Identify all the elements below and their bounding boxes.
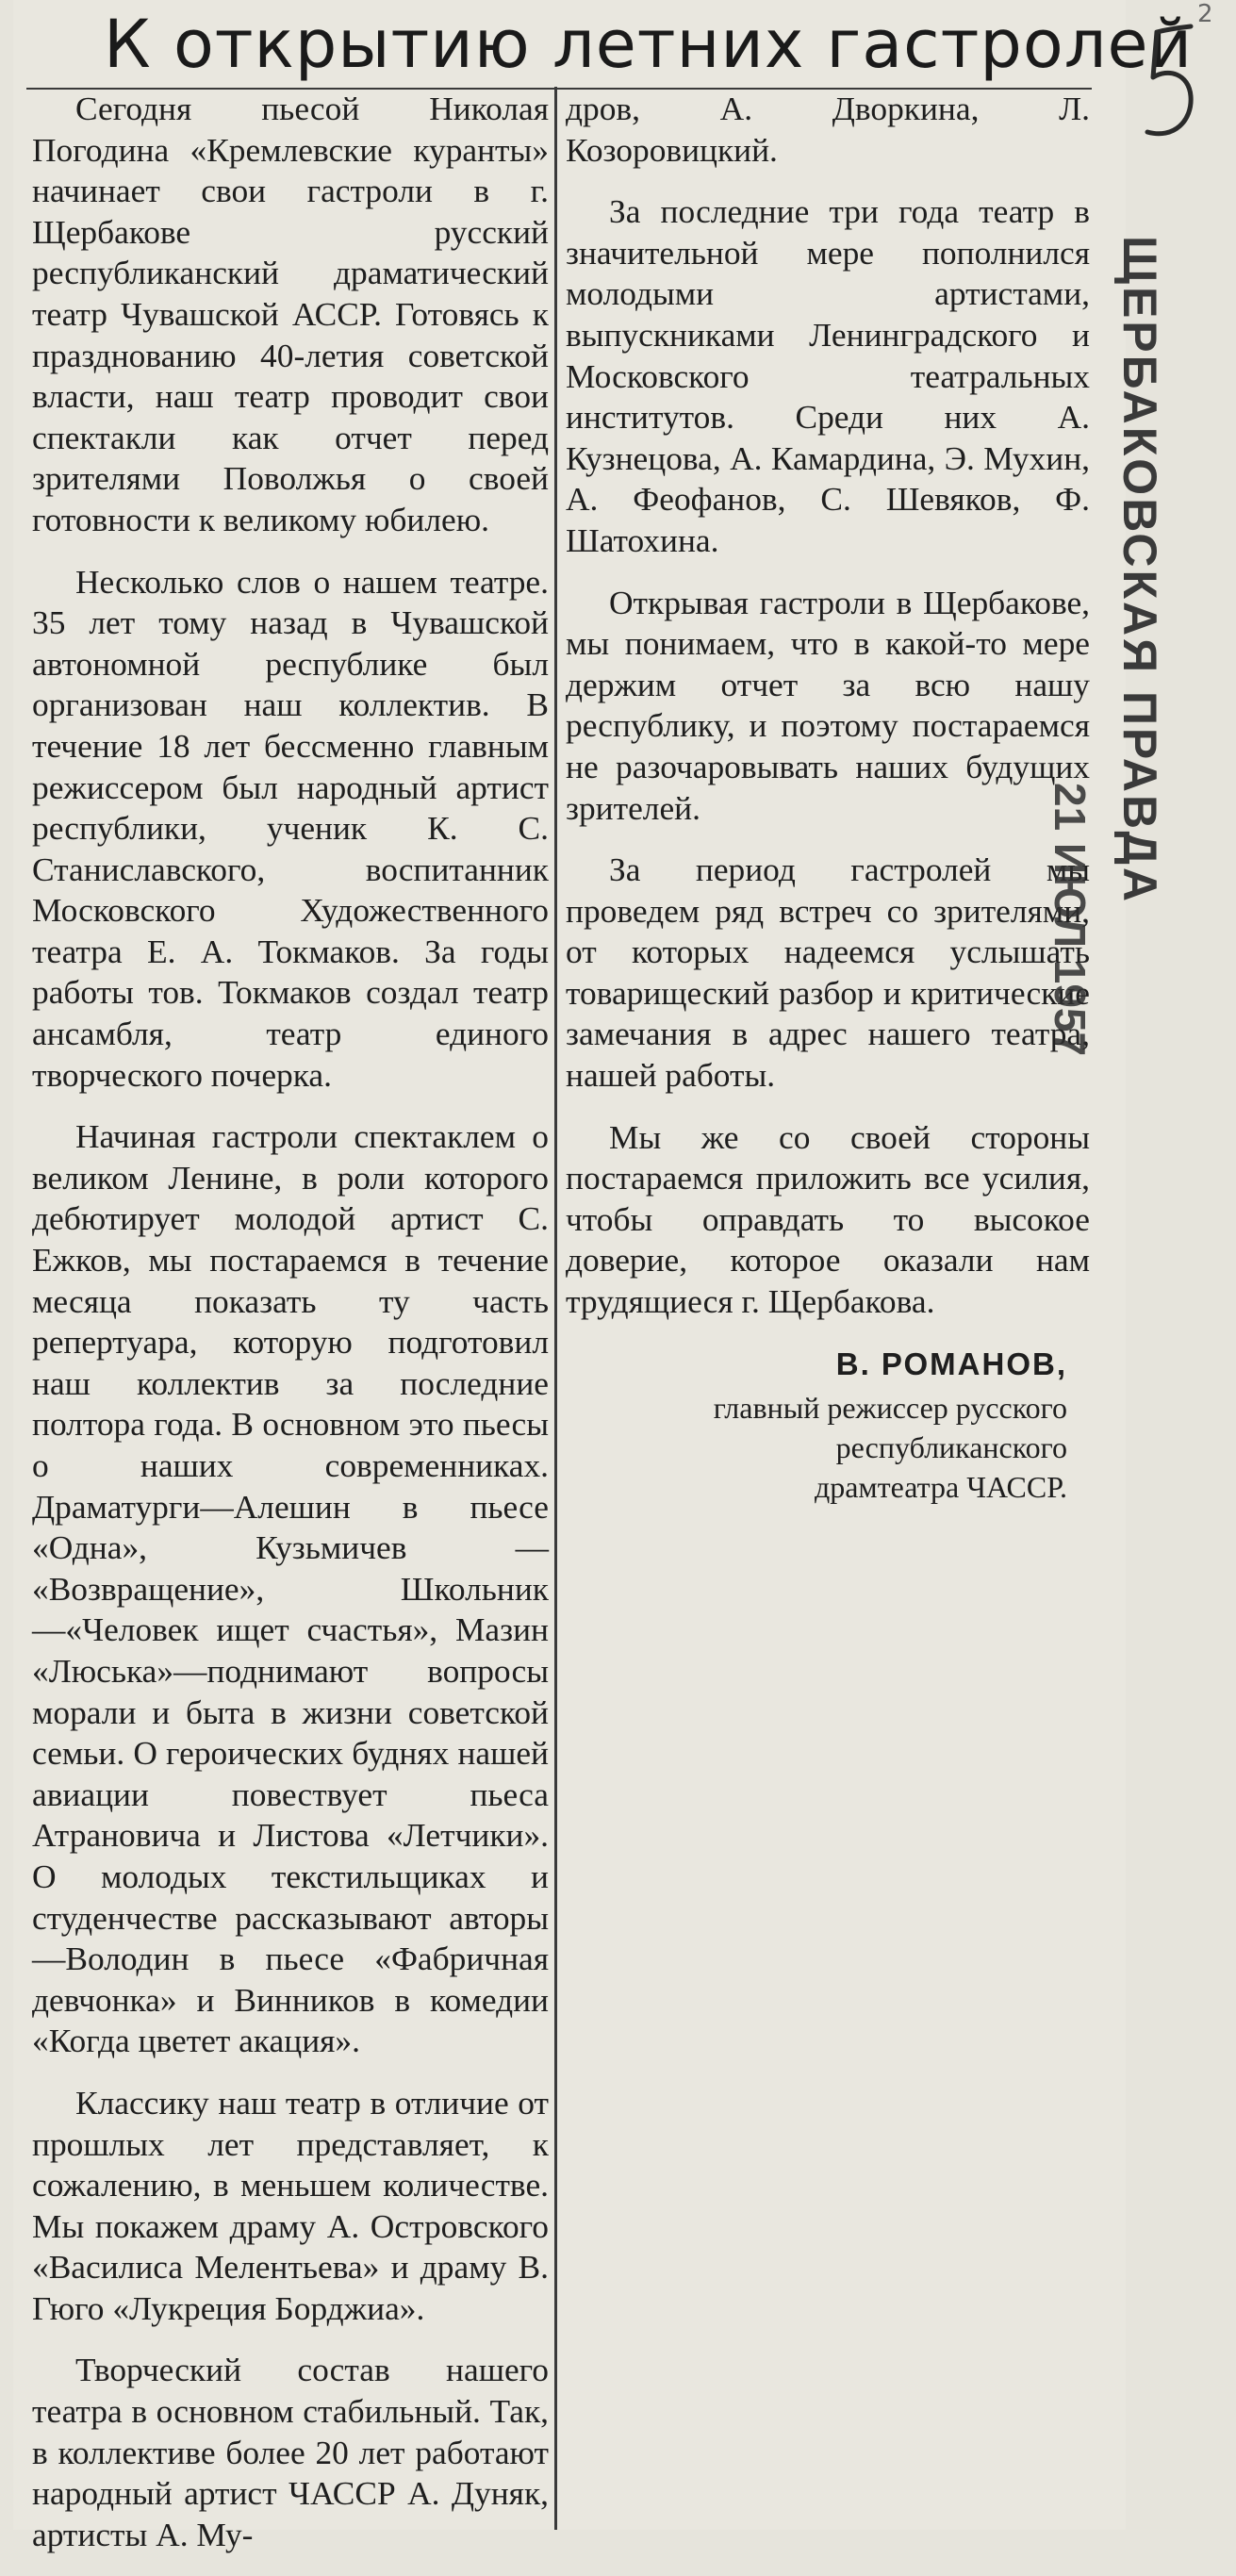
author-signature — [566, 1344, 1090, 1508]
paragraph-2: Несколько слов о нашем театре. 35 лет тому назад в Чувашской автономной республике был организован наш коллектив. В течение 18 лет бессменно главным режиссером был народный артист республики, ученик К. С. Станиславского, воспитанник Московского Художественного театра Е. А. Токмаков. За годы работы тов. Токмаков создал театр ансамбля, театр единого творческого почерка. — [32, 562, 549, 1094]
date-stamp: 21 ИЮЛ 1957 — [1046, 783, 1095, 1057]
paragraph-6: За последние три года театр в значительной мере пополнился молодыми артистами, выпускниками Ленинградского и Московского театральных институтов. Среди них А. Кузнецова, А. Камардина, Э. Мухин, А. Феофанов, С. Шевяков, Ф. Шатохина. — [566, 192, 1090, 559]
paragraph-5: Творческий состав нашего театра в основном стабильный. Так, в коллективе более 20 лет работают народный артист ЧАССР А. Дуняк, артисты А. Му- — [32, 2351, 549, 2553]
author-role-line-1: главный режиссер русского — [713, 1391, 1067, 1426]
paragraph-8: За период гастролей мы проведем ряд встреч со зрителями, от которых надеемся услышать товарищеский разбор и критические замечания в адрес нашего театра, нашей работы. — [566, 850, 1090, 1095]
author-name: В. РОМАНОВ, — [835, 1346, 1067, 1381]
paragraph-5-continuation: дров, А. Дворкина, Л. Козоровицкий. — [566, 90, 1090, 169]
paragraph-3: Начиная гастроли спектаклем о великом Ленине, в роли которого дебютирует молодой артист С. Ежков, мы постараемся в течение месяца показать ту часть репертуара, которую подготовил наш коллектив за последние полтора года. В основном это пьесы о наших современниках. Драматурги—Алешин в пьесе «Одна», Кузьмичев — «Возвращение», Школьник—«Человек ищет счастья», Мазин «Люська»—поднимают вопросы морали и быта в жизни советской семьи. О героических буднях нашей авиации повествует пьеса Атрановича и Листова «Летчики». О молодых текстильщиках и студенчестве рассказывают авторы—Володин в пьесе «Фабричная девчонка» и Винников в комедии «Когда цветет акация». — [32, 1117, 549, 2060]
paragraph-7: Открывая гастроли в Щербакове, мы понимаем, что в какой-то мере держим отчет за всю нашу республику, и поэтому постараемся не разочаровывать наших будущих зрителей. — [566, 583, 1090, 827]
article-left-column — [32, 89, 549, 2576]
paragraph-9: Мы же со своей стороны постараемся приложить все усилия, чтобы оправдать то высокое доверие, которое оказали нам трудящиеся г. Щербакова. — [566, 1117, 1090, 1321]
corner-pencil-note: 2 — [1197, 0, 1213, 28]
paragraph-1: Сегодня пьесой Николая Погодина «Кремлевские куранты» начинает свои гастроли в г. Щербакове русский республиканский драматический театр Чувашской АССР. Готовясь к празднованию 40-летия советской власти, наш театр проводит свои спектакли как отчет перед зрителями Поволжья о своей готовности к великому юбилею. — [32, 90, 549, 538]
pencil-mark-icon — [1136, 19, 1202, 160]
article-headline: К открытию летних гастролей — [104, 6, 1193, 83]
author-role-line-3: драмтеатра ЧАССР. — [814, 1470, 1067, 1505]
author-role-line-2: республиканского — [835, 1430, 1067, 1465]
newspaper-masthead-stamp: ЩЕРБАКОВСКАЯ ПРАВДА — [1113, 236, 1166, 905]
column-divider — [554, 87, 557, 2530]
paragraph-4: Классику наш театр в отличие от прошлых лет представляет, к сожалению, в меньшем количестве. Мы покажем драму А. Островского «Василиса Мелентьева» и драму В. Гюго «Лукреция Борджиа». — [32, 2083, 549, 2327]
article-right-column — [566, 89, 1090, 1507]
